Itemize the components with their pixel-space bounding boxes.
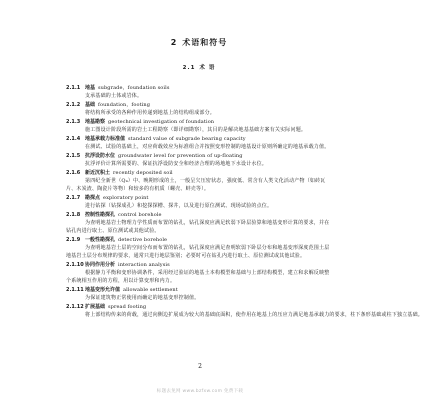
term-header xyxy=(66,135,332,143)
term-entry xyxy=(66,169,332,193)
term-definition: 为查明地基岩土层的空间分布而布置的钻孔，钻孔深度应满足查明软弱下卧层分布和地基变形深度范围土层地基岩土层分布规律的要求，通常只进行地层鉴别；必要时可在钻孔内进行取土、原位测试或其他试验。 xyxy=(66,245,330,259)
term-entry xyxy=(66,303,423,319)
term-chinese: 一般性勘探孔 xyxy=(85,237,116,243)
term-chinese: 地基勘察 xyxy=(85,119,106,125)
section-heading xyxy=(66,64,332,72)
term-entry xyxy=(66,194,332,210)
term-chinese: 控制性勘探孔 xyxy=(85,212,116,218)
term-chinese: 基础 xyxy=(85,102,96,108)
term-number: 2.1.1 xyxy=(66,85,81,91)
term-definition: 为保证建筑物正常使用而确定的地基变形控制值。 xyxy=(85,295,200,301)
chapter-heading xyxy=(66,0,332,48)
term-english: spread footing xyxy=(108,304,147,310)
term-chinese: 勘探点 xyxy=(85,195,101,201)
term-definition: 施工图设计阶段所需的岩土工程勘察（即详细勘察），其目的是解决地基基础方案有关实际问题。 xyxy=(85,127,307,133)
term-header xyxy=(66,84,332,92)
term-number: 2.1.11 xyxy=(66,287,84,293)
term-number: 2.1.12 xyxy=(66,304,84,310)
term-definition: 为查明地基岩土物理力学性质而布置的钻孔，钻孔深度应满足软弱下卧层验算和地基变形计算的要求，并在钻孔内进行取土、原位测试或其他试验。 xyxy=(66,220,330,234)
chapter-number: 2 xyxy=(170,38,178,47)
term-number: 2.1.4 xyxy=(66,136,81,142)
term-definition: 进行钻探（钻探成孔）和挖探探槽、探井，以及进行原位测试、现场试验的点位。 xyxy=(85,203,273,209)
term-header xyxy=(66,211,332,219)
term-entry xyxy=(66,84,332,100)
term-header xyxy=(66,169,332,177)
term-definition: 将上部结构传来的荷载，通过向侧边扩展成为较大的基础底面积，使作用在地基上的压应力满足地基承载力的要求，柱下条形基础或柱下独立基础。 xyxy=(85,312,423,318)
term-header xyxy=(66,261,332,269)
term-english: foundation，footing xyxy=(98,102,151,108)
term-chinese: 地基承载力标准值 xyxy=(85,136,126,142)
term-header xyxy=(66,194,332,202)
term-english: control borehole xyxy=(118,212,162,218)
term-chinese: 协同作用分析 xyxy=(85,262,116,268)
term-entry xyxy=(66,118,332,134)
term-english: groundwater level for prevention of up-floating xyxy=(118,153,243,159)
term-list xyxy=(66,84,423,319)
term-header xyxy=(66,152,332,160)
term-definition: 抗浮评价计算所需要的、保证抗浮设防安全和经济合理的场地地下水设计水位。 xyxy=(85,161,268,167)
term-english: standard value of subgrade bearing capacity xyxy=(128,136,246,142)
term-entry xyxy=(66,101,332,117)
term-header xyxy=(66,303,332,311)
term-english: recently deposited soil xyxy=(113,170,173,176)
term-english: interaction analysis xyxy=(118,262,170,268)
term-entry xyxy=(66,152,332,168)
term-definition: 在测试、试验的基础上，对应荷载效应为标准组合并按照变形控制的地基设计原则所确定的地基承载力值。 xyxy=(85,144,330,150)
section-title: 术 语 xyxy=(199,65,216,71)
term-number: 2.1.3 xyxy=(66,119,81,125)
term-chinese: 扩展基础 xyxy=(85,304,106,310)
term-number: 2.1.10 xyxy=(66,262,84,268)
term-header xyxy=(66,118,332,126)
term-english: geotechnical investigation of foundation xyxy=(108,119,215,125)
term-chinese: 新近沉积土 xyxy=(85,170,111,176)
term-definition: 将结构所承受的各种作用传递到地基上的结构组成部分。 xyxy=(85,110,216,116)
term-header xyxy=(66,101,332,109)
term-definition: 支承基础的土体或岩体。 xyxy=(85,93,143,99)
term-number: 2.1.9 xyxy=(66,237,81,243)
term-entry xyxy=(66,236,332,260)
term-english: exploratory point xyxy=(103,195,149,201)
term-entry xyxy=(66,135,332,151)
page-number: 2 xyxy=(198,363,202,370)
term-english: allowable settlement xyxy=(123,287,178,293)
term-english: subgrade，foundation soils xyxy=(98,85,170,91)
term-entry xyxy=(66,211,332,235)
term-number: 2.1.7 xyxy=(66,195,81,201)
term-number: 2.1.8 xyxy=(66,212,81,218)
term-number: 2.1.6 xyxy=(66,170,81,176)
term-header xyxy=(66,286,332,294)
term-definition: 第四纪全新世（Q₄）中、晚期形成的土，一般呈欠压密状态，强度低、常含有人类文化活动产物（如砖瓦片、木炭渣、陶瓷片等物）和较多的有机质（螺壳、蚌壳等）。 xyxy=(66,178,326,192)
term-number: 2.1.5 xyxy=(66,153,81,159)
section-number: 2.1 xyxy=(182,65,196,71)
download-watermark: 标题去免网 www.bzfxw.com 免费下载 xyxy=(156,389,244,394)
term-english: detective borehole xyxy=(118,237,168,243)
term-entry xyxy=(66,261,332,285)
chapter-title: 术语和符号 xyxy=(182,38,228,47)
term-definition: 根据静力平衡和变形协调条件，采用经过验证的地基土本构模型和基础与上部结构模型，建立和求解反映整个系统相互作用的方程，用以计算变形和内力。 xyxy=(66,270,330,284)
term-chinese: 地基变形允许值 xyxy=(85,287,121,293)
term-entry xyxy=(66,286,332,302)
term-chinese: 地基 xyxy=(85,85,96,91)
term-number: 2.1.2 xyxy=(66,102,81,108)
term-header xyxy=(66,236,332,244)
term-chinese: 抗浮设防水位 xyxy=(85,153,116,159)
